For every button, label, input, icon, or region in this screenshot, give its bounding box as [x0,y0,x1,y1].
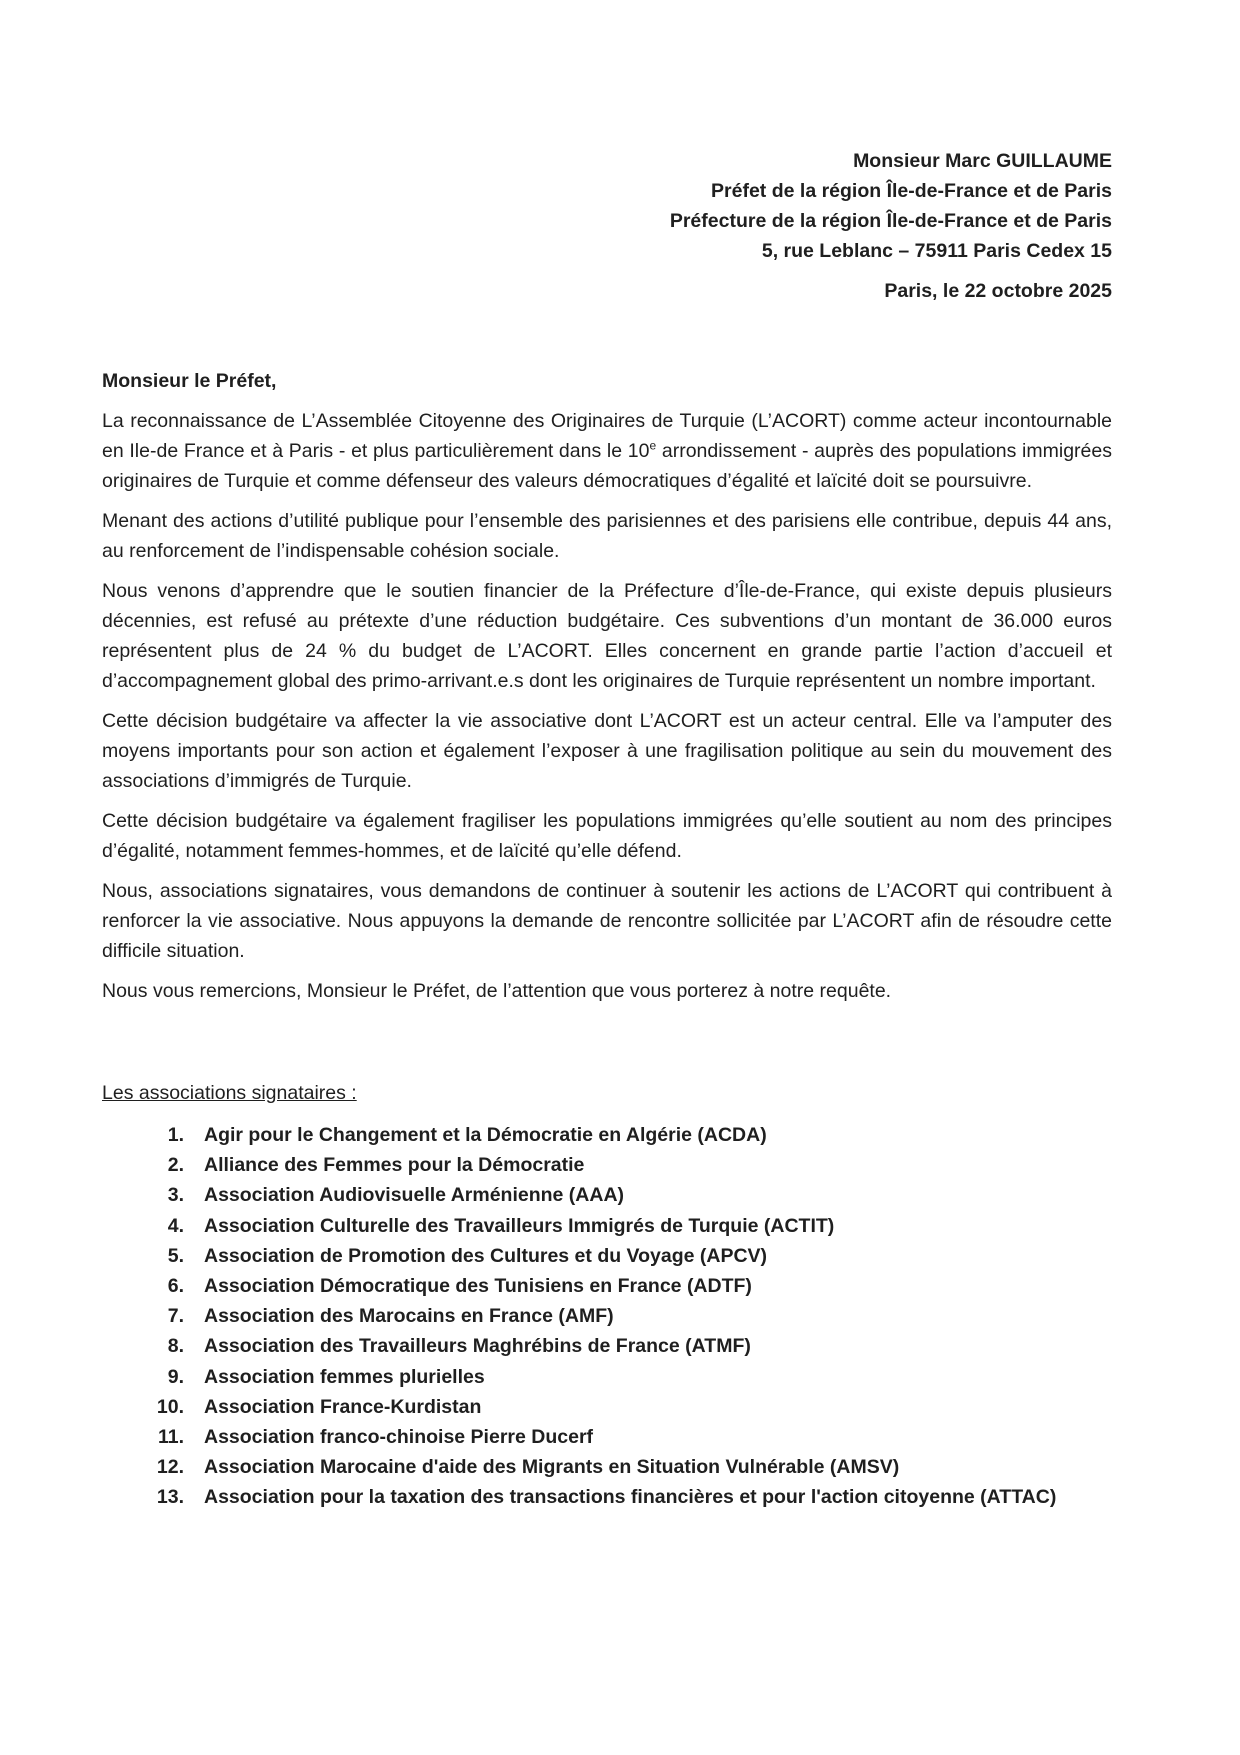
list-item-name: Association femmes plurielles [204,1365,485,1388]
list-item [102,1422,1112,1452]
letter-body [102,406,1112,1006]
paragraph-6: Nous, associations signataires, vous demandons de continuer à soutenir les actions de L’ACORT qui contribuent à renforcer la vie associative. Nous appuyons la demande de rencontre sollicitée par L’ACORT afin de résoudre cette difficile situation. [102,880,1112,962]
list-item-name: Association pour la taxation des transactions financières et pour l'action citoyenne (ATTAC) [204,1486,1057,1509]
list-item-number: 12. [156,1456,184,1479]
list-item-name: Association Culturelle des Travailleurs Immigrés de Turquie (ACTIT) [204,1214,835,1237]
list-item [102,1482,1112,1512]
paragraph-5: Cette décision budgétaire va également fragiliser les populations immigrées qu’elle soutient au nom des principes d’égalité, notamment femmes-hommes, et de laïcité qu’elle défend. [102,810,1112,862]
list-item-name: Association des Marocains en France (AMF) [204,1305,614,1328]
list-item-name: Association Marocaine d'aide des Migrants en Situation Vulnérable (AMSV) [204,1456,900,1479]
list-item [102,1120,1112,1150]
list-item-name: Association Démocratique des Tunisiens en France (ADTF) [204,1275,752,1298]
paragraph-1-superscript: e [649,438,657,453]
paragraph-2: Menant des actions d’utilité publique pour l’ensemble des parisiennes et des parisiens elle contribue, depuis 44 ans, au renforcement de l’indispensable cohésion sociale. [102,510,1112,562]
list-item-number: 8. [167,1335,184,1358]
letter-date: Paris, le 22 octobre 2025 [884,280,1112,302]
list-item-number: 11. [157,1426,184,1449]
list-item-name: Association Audiovisuelle Arménienne (AAA) [204,1184,625,1207]
signatories-title: Les associations signataires : [102,1082,357,1104]
list-item [102,1392,1112,1422]
list-item-number: 4. [167,1214,184,1237]
list-item-name: Agir pour le Changement et la Démocratie en Algérie (ACDA) [204,1124,767,1146]
list-item [102,1331,1112,1361]
list-item-number: 1. [167,1124,184,1146]
list-item-number: 5. [167,1244,184,1267]
list-item-number: 3. [167,1184,184,1207]
paragraph-7: Nous vous remercions, Monsieur le Préfet, de l’attention que vous porterez à notre requête. [102,980,892,1002]
list-item [102,1241,1112,1271]
recipient-block [102,146,1112,266]
paragraph-1 [102,406,1112,496]
letter-page [102,146,1112,1513]
list-item-number: 9. [167,1365,184,1388]
recipient-name: Monsieur Marc GUILLAUME [853,150,1112,172]
paragraph-4: Cette décision budgétaire va affecter la vie associative dont L’ACORT est un acteur central. Elle va l’amputer des moyens importants pour son action et également l’exposer à une fragilisation politique au sein du mouvement des associations d’immigrés de Turquie. [102,710,1112,792]
list-item-number: 6. [167,1275,184,1298]
list-item-name: Association franco-chinoise Pierre Ducerf [204,1426,594,1449]
list-item-name: Association France-Kurdistan [204,1395,482,1418]
list-item-number: 13. [156,1486,184,1509]
list-item-name: Association des Travailleurs Maghrébins de France (ATMF) [204,1335,751,1358]
list-item [102,1301,1112,1331]
paragraph-3: Nous venons d’apprendre que le soutien financier de la Préfecture d’Île-de-France, qui existe depuis plusieurs décennies, est refusé au prétexte d’une réduction budgétaire. Ces subventions d’un montant de 36.000 euros représentent plus de 24 % du budget de L’ACORT. Elles concernent en grande partie l’action d’accueil et d’accompagnement global des primo-arrivant.e.s dont les originaires de Turquie représentent un nombre important. [102,580,1112,692]
list-item [102,1150,1112,1180]
list-item [102,1452,1112,1482]
list-item-name: Alliance des Femmes pour la Démocratie [204,1154,585,1177]
salutation: Monsieur le Préfet, [102,370,277,392]
list-item [102,1362,1112,1392]
list-item [102,1180,1112,1210]
recipient-address: 5, rue Leblanc – 75911 Paris Cedex 15 [761,240,1112,262]
signatories-list [102,1120,1112,1513]
list-item-name: Association de Promotion des Cultures et du Voyage (APCV) [204,1244,768,1267]
list-item-number: 7. [167,1305,184,1328]
list-item-number: 10. [156,1395,184,1418]
list-item-number: 2. [167,1154,184,1177]
recipient-office: Préfecture de la région Île-de-France et de Paris [669,210,1112,232]
list-item [102,1211,1112,1241]
list-item [102,1271,1112,1301]
paragraph-1-part-a: La reconnaissance de L’Assemblée Citoyenne des Originaires de Turquie (L’ACORT) comme acteur incontournable en Ile-de France et à Paris - et plus particulièrement dans le 10 [102,410,1112,462]
recipient-title: Préfet de la région Île-de-France et de Paris [711,180,1112,202]
paragraph-1-part-b: arrondissement - auprès des populations immigrées originaires de Turquie et comme défenseur des valeurs démocratiques d’égalité et laïcité doit se poursuivre. [102,440,1112,492]
